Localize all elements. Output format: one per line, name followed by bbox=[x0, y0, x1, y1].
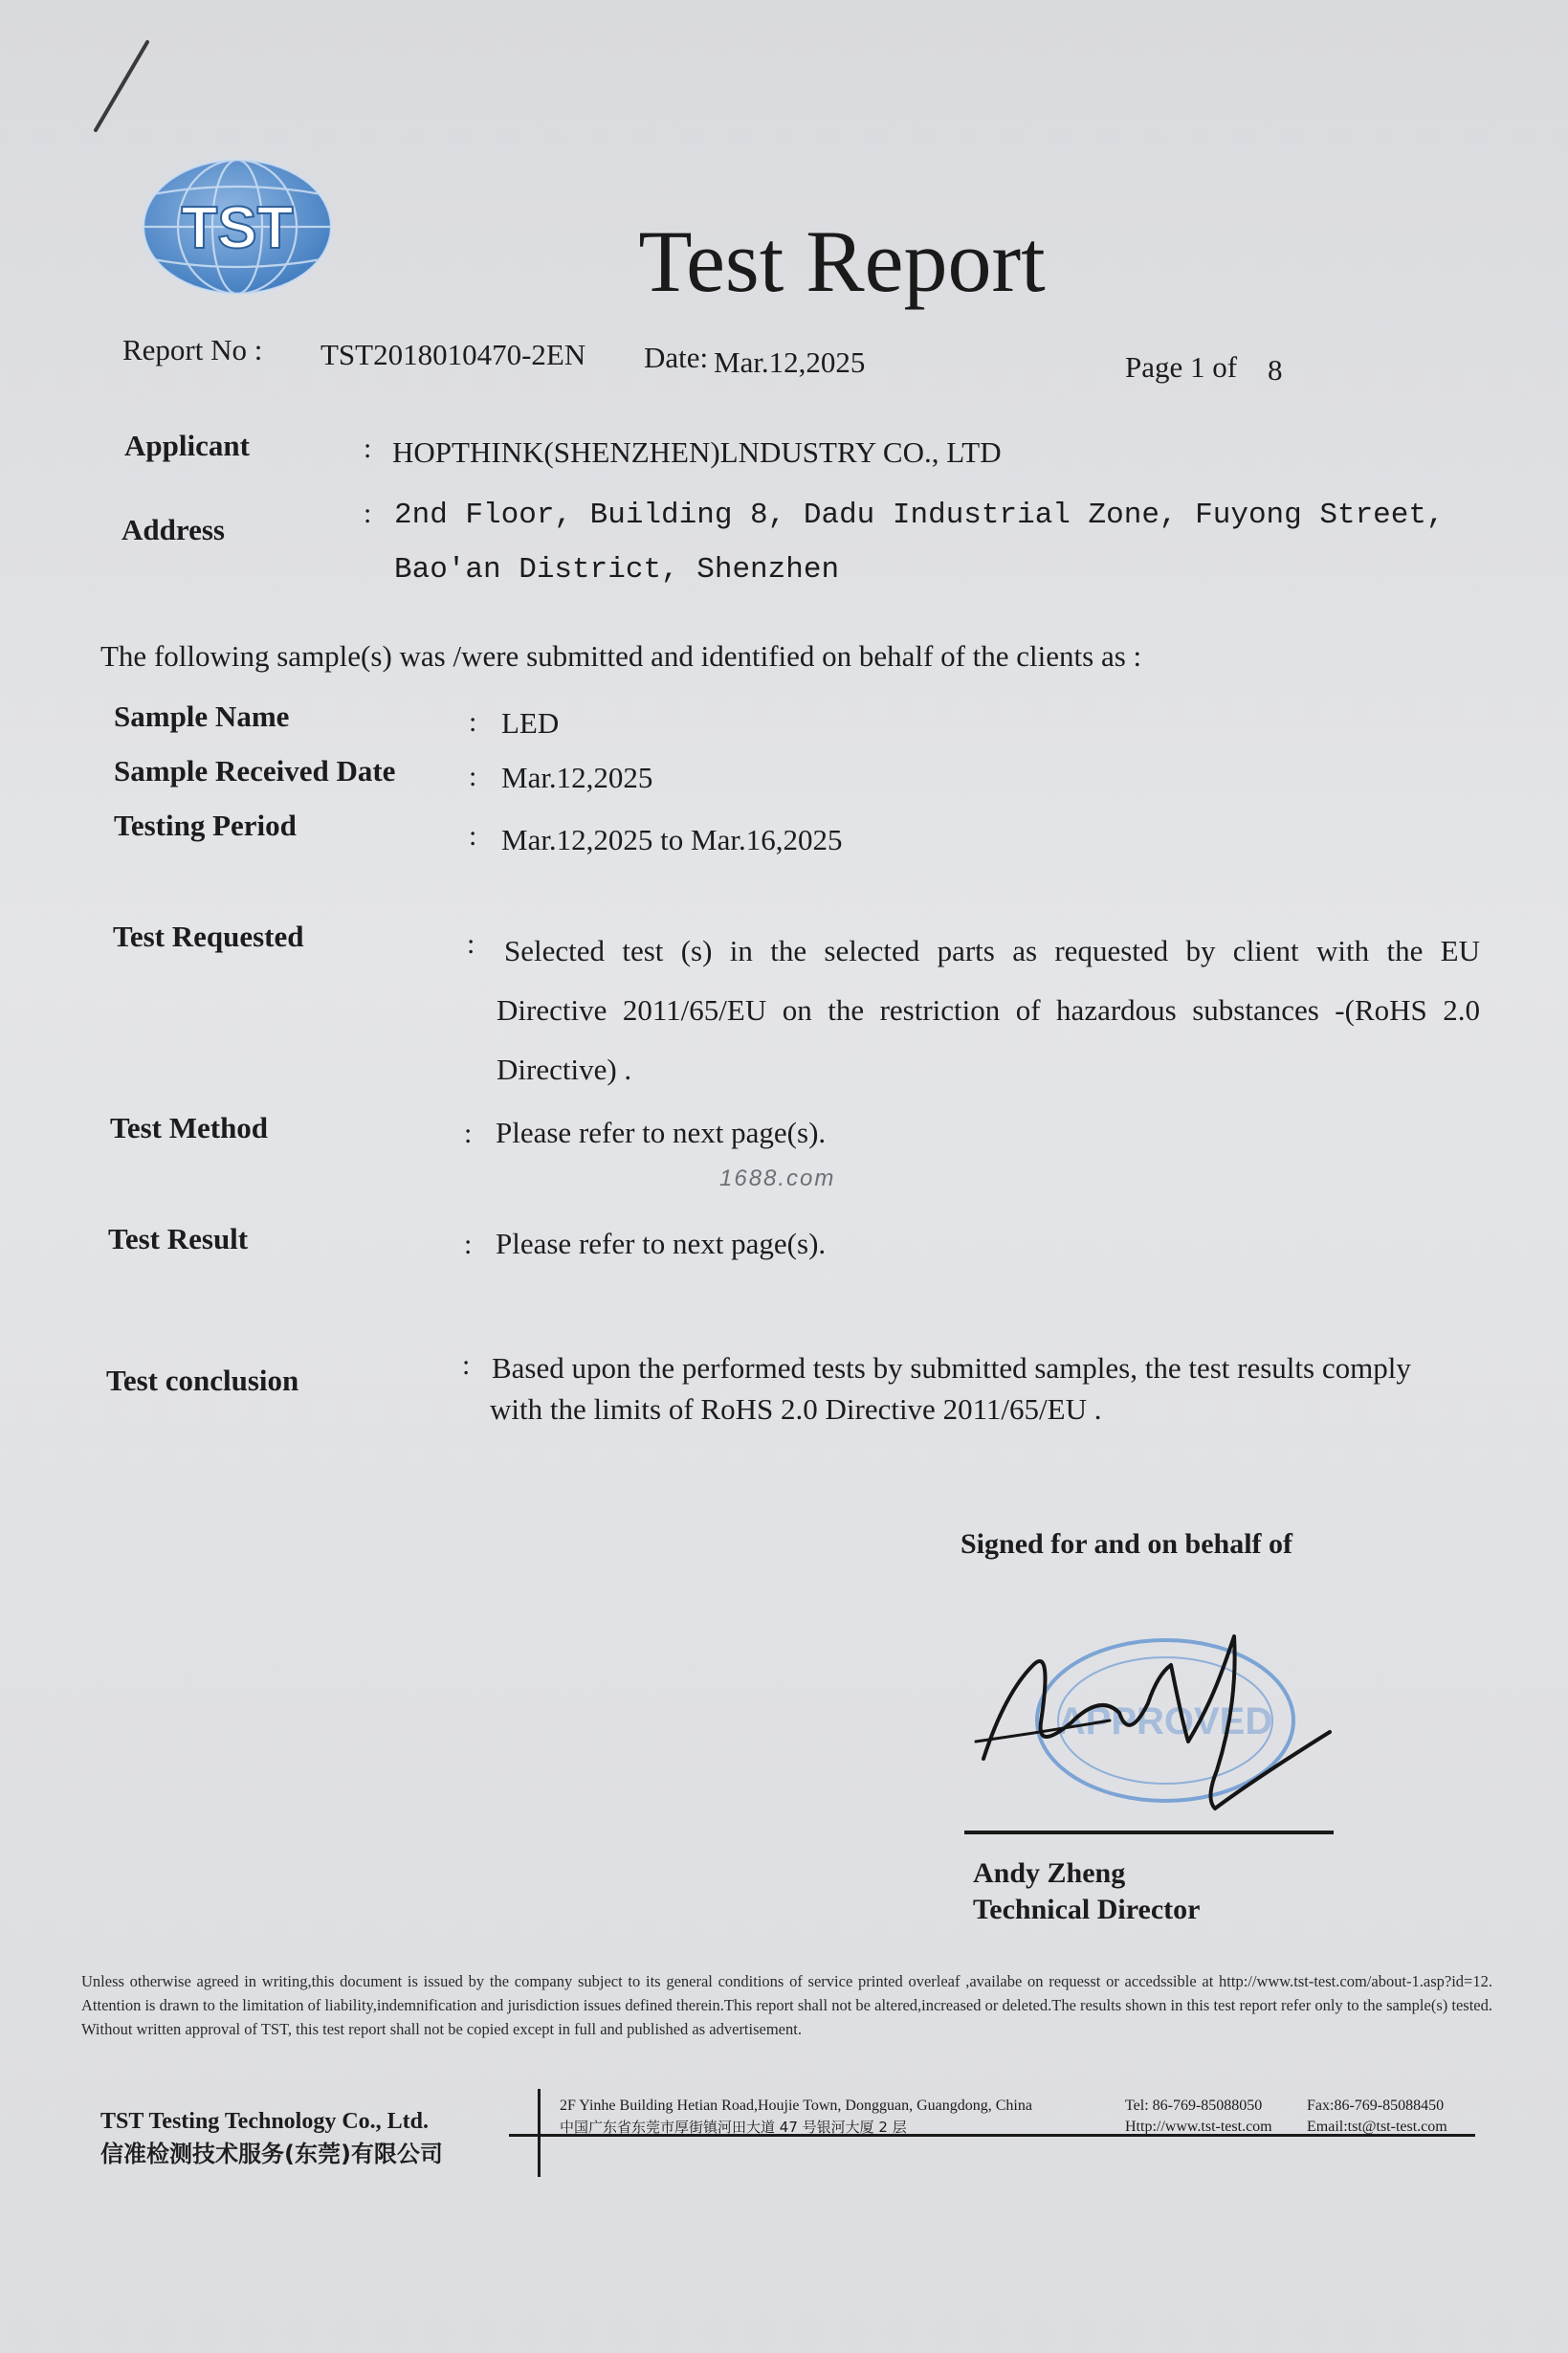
footer-address-en: 2F Yinhe Building Hetian Road,Houjie Town, Dongguan, Guangdong, China bbox=[560, 2098, 1032, 2114]
sample-received-value: Mar.12,2025 bbox=[501, 761, 653, 794]
applicant-label: Applicant bbox=[124, 429, 250, 462]
test-method-value: Please refer to next page(s). bbox=[496, 1116, 827, 1149]
testing-period-label: Testing Period bbox=[114, 809, 297, 842]
date-label: Date: bbox=[644, 341, 709, 374]
colon: : bbox=[464, 1229, 473, 1260]
intro-text: The following sample(s) was /were submitted and identified on behalf of the clients as : bbox=[100, 639, 1142, 673]
footer-company bbox=[100, 2105, 443, 2170]
footer-web: Http://www.tst-test.com bbox=[1125, 2119, 1272, 2135]
signed-for-label: Signed for and on behalf of bbox=[961, 1528, 1293, 1560]
signer-role: Technical Director bbox=[973, 1894, 1201, 1925]
stamp-text: APPROVED bbox=[1057, 1700, 1273, 1743]
colon: : bbox=[469, 761, 477, 792]
company-name-cn: 信准检测技术服务(东莞)有限公司 bbox=[100, 2141, 443, 2167]
report-no-label: Report No : bbox=[122, 333, 263, 366]
test-requested-label: Test Requested bbox=[113, 920, 304, 953]
test-conclusion-line-2: with the limits of RoHS 2.0 Directive 2011/65/EU . bbox=[490, 1392, 1102, 1426]
footer-email: Email:tst@tst-test.com bbox=[1307, 2119, 1447, 2135]
signature-line bbox=[964, 1831, 1334, 1834]
date-value: Mar.12,2025 bbox=[714, 345, 866, 379]
logo-text: TST bbox=[181, 195, 294, 261]
colon: : bbox=[469, 820, 477, 852]
test-requested-line-3: Directive) . bbox=[497, 1053, 632, 1086]
address-line-2: Bao'an District, Shenzhen bbox=[394, 553, 840, 587]
watermark-1688: 1688.com bbox=[719, 1165, 836, 1191]
footer-fax: Fax:86-769-85088450 bbox=[1307, 2098, 1445, 2114]
signer-name: Andy Zheng bbox=[973, 1857, 1126, 1889]
approval-stamp-signature bbox=[966, 1608, 1349, 1837]
test-requested-line-1: Selected test (s) in the selected parts as requested by client with the EU bbox=[504, 934, 1480, 967]
test-result-label: Test Result bbox=[108, 1222, 249, 1255]
address-line-1: 2nd Floor, Building 8, Dadu Industrial Zone, Fuyong Street, bbox=[394, 499, 1445, 532]
address-label: Address bbox=[121, 513, 225, 546]
disclaimer-text: Unless otherwise agreed in writing,this document is issued by the company subject to its general conditions of service printed overleaf ,availabe on requesst or accedssible at http://www.tst-test.com/about-1.asp?id=12. Attention is drawn to the limitation of liability,indemnification and jurisdiction issues defined therein.This report shall not be altered,increased or deleted.The results shown in this test report refer only to the sample(s) tested. Without written approval of TST, this test report shall not be copied except in full and published as advertisement. bbox=[81, 1972, 1492, 2038]
sample-name-value: LED bbox=[501, 706, 560, 740]
colon: : bbox=[464, 1118, 473, 1149]
footer-tel: Tel: 86-769-85088050 bbox=[1125, 2098, 1263, 2114]
test-conclusion-label: Test conclusion bbox=[106, 1364, 299, 1397]
colon: : bbox=[467, 928, 475, 960]
footer-address-cn: 中国广东省东莞市厚街镇河田大道 47 号银河大厦 2 层 bbox=[560, 2119, 907, 2136]
testing-period-value: Mar.12,2025 to Mar.16,2025 bbox=[501, 823, 843, 856]
company-name-en: TST Testing Technology Co., Ltd. bbox=[100, 2109, 430, 2134]
test-result-value: Please refer to next page(s). bbox=[496, 1227, 827, 1260]
report-no-value: TST2018010470-2EN bbox=[320, 338, 586, 371]
sample-received-label: Sample Received Date bbox=[114, 754, 396, 788]
test-conclusion-line-1: Based upon the performed tests by submitted samples, the test results comply bbox=[492, 1351, 1411, 1385]
page-total: 8 bbox=[1268, 353, 1283, 387]
page-label: Page 1 of bbox=[1125, 350, 1238, 384]
colon: : bbox=[462, 1349, 471, 1381]
colon: : bbox=[364, 498, 372, 529]
colon: : bbox=[364, 433, 372, 464]
applicant-value: HOPTHINK(SHENZHEN)LNDUSTRY CO., LTD bbox=[392, 435, 1002, 469]
test-method-label: Test Method bbox=[110, 1111, 269, 1144]
colon: : bbox=[469, 706, 477, 738]
test-requested-line-2: Directive 2011/65/EU on the restriction of hazardous substances -(RoHS 2.0 bbox=[497, 993, 1480, 1027]
sample-name-label: Sample Name bbox=[114, 699, 290, 733]
footer-divider-vertical bbox=[538, 2089, 541, 2177]
page-title: Test Report bbox=[638, 212, 1046, 310]
pen-mark bbox=[88, 38, 155, 134]
